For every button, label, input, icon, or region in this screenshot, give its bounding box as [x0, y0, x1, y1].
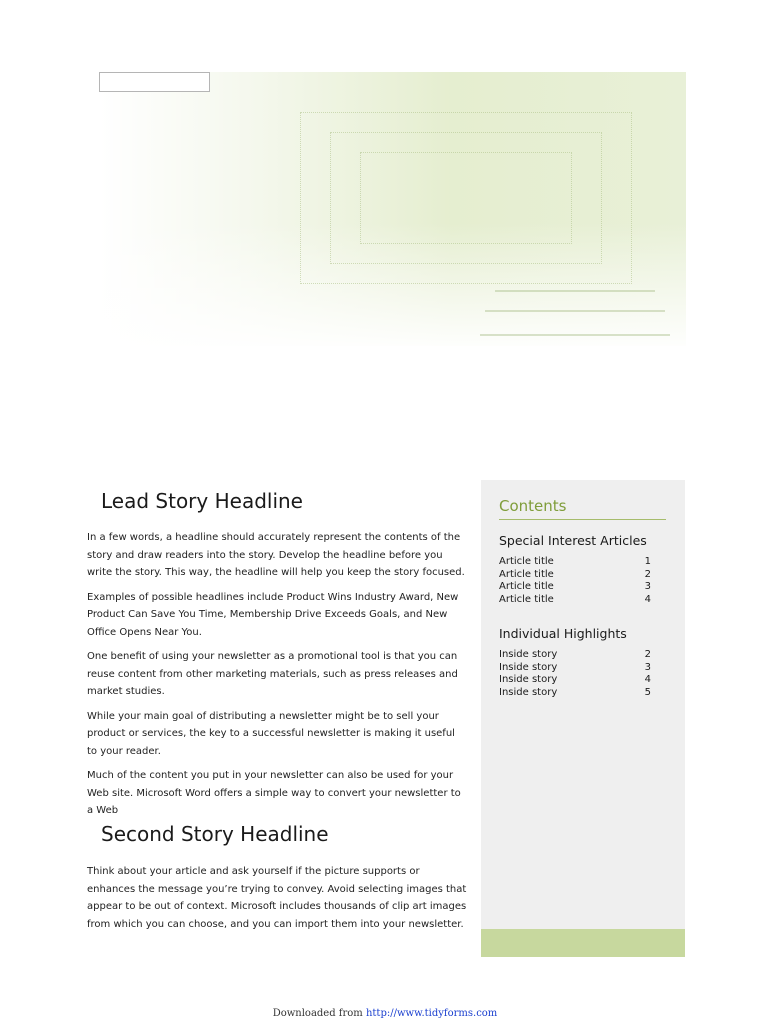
banner-decoration — [495, 290, 655, 292]
second-story-paragraph: Think about your article and ask yourself if the picture supports or enhances the message you’re trying to convey. Avoid selecting images that appear to be out of context. Microsoft includes thousands of clip art images from which you can choose, and you can import them into your newsletter. — [87, 866, 467, 930]
download-footer — [0, 1008, 770, 1019]
toc-entry[interactable] — [499, 581, 651, 594]
toc-entry-page: 4 — [644, 594, 651, 606]
sidebar-accent-bar — [481, 929, 685, 957]
toc-entry-label: Inside story — [499, 674, 558, 686]
toc-entry-page: 3 — [644, 661, 651, 673]
lead-story-paragraph: One benefit of using your newsletter as a promotional tool is that you can reuse content from other marketing materials, such as press releases and market studies. — [87, 651, 458, 697]
contents-title: Contents — [499, 497, 666, 520]
toc-entry[interactable] — [499, 687, 651, 700]
toc-entry-page: 5 — [644, 687, 651, 699]
toc-entry-page: 1 — [644, 556, 651, 567]
lead-story-paragraph: While your main goal of distributing a newsletter might be to sell your product or services, the key to a successful newsletter is making it useful to your reader. — [87, 710, 455, 757]
toc-section-heading: Individual Highlights — [499, 626, 627, 641]
toc-section-special-interest — [499, 533, 651, 607]
toc-entry-label: Inside story — [499, 649, 558, 660]
lead-story-paragraph: Much of the content you put in your newsletter can also be used for your Web site. Microsoft Word offers a simple way to convert your newsletter to a Web — [87, 770, 461, 816]
contents-sidebar — [481, 480, 685, 957]
toc-section-heading: Special Interest Articles — [499, 533, 647, 548]
lead-story-paragraph: In a few words, a headline should accurately represent the contents of the story and draw readers into the story. Develop the headline before you write the story. This way, the headline will help you keep the story focused. — [87, 532, 465, 578]
toc-entry-label: Article title — [499, 594, 554, 606]
toc-entry[interactable] — [499, 556, 651, 569]
toc-entry-label: Article title — [499, 568, 554, 580]
toc-entry[interactable] — [499, 662, 651, 675]
header-banner — [100, 72, 686, 346]
toc-entry-label: Article title — [499, 556, 554, 567]
banner-decoration — [480, 334, 670, 336]
second-story-body — [87, 863, 467, 940]
toc-entry[interactable] — [499, 649, 651, 662]
lead-story-body — [87, 529, 467, 816]
banner-decoration — [360, 152, 572, 244]
toc-entry-page: 2 — [644, 649, 651, 660]
toc-entry-label: Inside story — [499, 687, 558, 699]
toc-entry[interactable] — [499, 569, 651, 582]
footer-prefix: Downloaded from — [272, 1008, 366, 1019]
footer-link[interactable]: http://www.tidyforms.com — [365, 1008, 498, 1019]
toc-entry-label: Inside story — [499, 661, 558, 673]
lead-story-headline: Lead Story Headline — [101, 489, 303, 513]
toc-entry-page: 2 — [644, 568, 651, 580]
toc-entry-page: 3 — [644, 581, 651, 593]
date-field-box — [99, 72, 210, 92]
lead-story-paragraph: Examples of possible headlines include Product Wins Industry Award, New Product Can Save You Time, Membership Drive Exceeds Goals, and New Office Opens Near You. — [87, 591, 459, 638]
toc-entry[interactable] — [499, 594, 651, 607]
toc-entry-page: 4 — [644, 674, 651, 686]
toc-entry[interactable] — [499, 674, 651, 687]
banner-decoration — [485, 310, 665, 312]
second-story-headline: Second Story Headline — [101, 822, 329, 846]
toc-entry-label: Article title — [499, 581, 554, 593]
toc-section-individual-highlights — [499, 626, 651, 700]
